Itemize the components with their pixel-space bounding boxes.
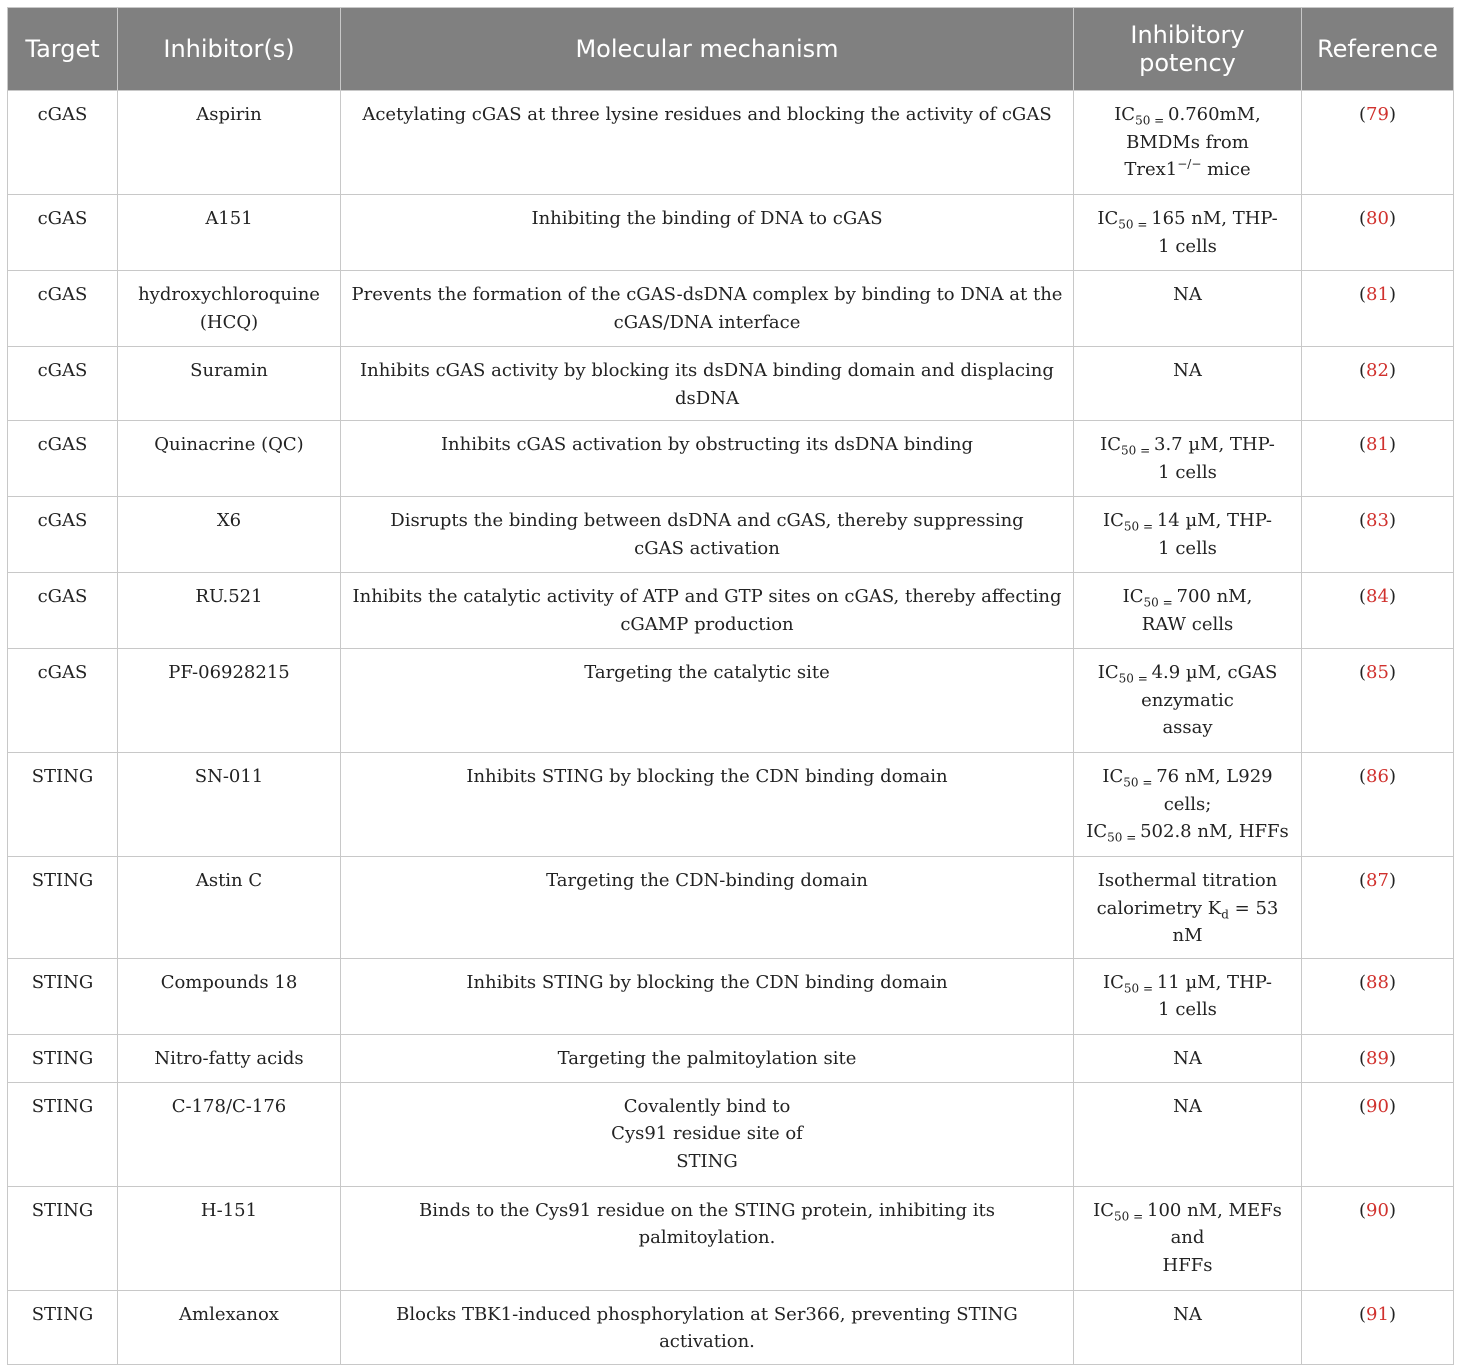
reference-link[interactable]: 81: [1366, 284, 1389, 305]
potency-text: NA: [1173, 1047, 1202, 1069]
cell-target: STING: [8, 1034, 118, 1082]
mechanism-line: STING: [676, 1150, 738, 1172]
cell-reference: [1302, 1186, 1454, 1290]
potency-text: NA: [1173, 1303, 1202, 1325]
reference-link[interactable]: 86: [1366, 766, 1389, 787]
cell-inhibitor: [118, 753, 341, 857]
potency-line: [1086, 583, 1289, 611]
potency-line: [1086, 895, 1289, 950]
cell-reference: [1302, 649, 1454, 753]
potency-text: 50 =: [1123, 519, 1157, 534]
ref-paren: (: [1359, 971, 1367, 993]
potency-text: 50 =: [1135, 113, 1169, 128]
cell-reference: [1302, 1082, 1454, 1186]
potency-text: NA: [1173, 360, 1202, 381]
potency-text: IC: [1093, 1199, 1115, 1221]
cell-reference: [1302, 421, 1454, 497]
cell-potency: [1074, 857, 1302, 959]
inhibitor-line: C-178/C-176: [171, 1095, 287, 1117]
ref-paren: (: [1359, 766, 1367, 787]
inhibitor-line: Amlexanox: [179, 1303, 279, 1325]
potency-line: [1086, 791, 1289, 819]
cell-inhibitor: [118, 573, 341, 649]
cell-mechanism: [341, 649, 1074, 753]
inhibitor-line: A151: [205, 208, 253, 229]
inhibitor-line: Quinacrine (QC): [154, 434, 304, 455]
header-row: [8, 8, 1454, 91]
potency-line: [1086, 818, 1289, 846]
cell-inhibitor: [118, 347, 341, 421]
potency-text: NA: [1173, 1095, 1202, 1117]
mechanism-line: Binds to the Cys91 residue on the STING protein, inhibiting its palmitoylation.: [419, 1199, 995, 1248]
inhibitor-line: hydroxychloroquine: [138, 284, 320, 305]
ref-paren: (: [1359, 434, 1367, 455]
header-reference: Reference: [1302, 8, 1454, 91]
inhibitor-line: RU.521: [195, 586, 263, 607]
cell-target: STING: [8, 1082, 118, 1186]
mechanism-line: Targeting the palmitoylation site: [557, 1047, 857, 1069]
inhibitor-line: PF-06928215: [168, 662, 290, 683]
cell-potency: [1074, 347, 1302, 421]
cell-target: STING: [8, 1290, 118, 1364]
potency-text: 502.8 nM, HFFs: [1140, 821, 1289, 842]
inhibitor-line: (HCQ): [199, 311, 259, 333]
potency-text: enzymatic: [1141, 689, 1234, 711]
potency-text: −/−: [1177, 157, 1202, 171]
cell-inhibitor: [118, 1082, 341, 1186]
cell-inhibitor: [118, 497, 341, 573]
cell-target: cGAS: [8, 271, 118, 347]
potency-text: NA: [1173, 284, 1202, 305]
potency-line: [1086, 1301, 1289, 1329]
potency-text: 1 cells: [1158, 537, 1217, 559]
cell-reference: [1302, 497, 1454, 573]
cell-target: cGAS: [8, 421, 118, 497]
potency-text: 50 =: [1107, 830, 1141, 845]
cell-mechanism: [341, 1034, 1074, 1082]
ref-paren: (: [1359, 1199, 1367, 1221]
potency-text: 50 =: [1118, 671, 1152, 686]
cell-mechanism: [341, 958, 1074, 1034]
table-row: [8, 497, 1454, 573]
ref-paren: ): [1388, 284, 1396, 305]
mechanism-line: Inhibits STING by blocking the CDN binding domain: [466, 766, 948, 787]
cell-mechanism: [341, 91, 1074, 195]
table-row: [8, 573, 1454, 649]
ref-paren: ): [1388, 1303, 1396, 1325]
header-inhibitors: Inhibitor(s): [118, 8, 341, 91]
ref-paren: ): [1388, 971, 1396, 993]
cell-inhibitor: [118, 421, 341, 497]
cell-target: cGAS: [8, 195, 118, 271]
cell-reference: [1302, 753, 1454, 857]
cell-reference: [1302, 195, 1454, 271]
cell-inhibitor: [118, 857, 341, 959]
potency-line: [1086, 431, 1289, 459]
cell-potency: [1074, 1290, 1302, 1364]
cell-reference: [1302, 91, 1454, 195]
cell-reference: [1302, 1290, 1454, 1364]
potency-line: [1086, 659, 1289, 687]
ref-paren: ): [1388, 1199, 1396, 1221]
cell-mechanism: [341, 857, 1074, 959]
mechanism-line: Covalently bind to: [623, 1095, 791, 1117]
potency-line: [1086, 535, 1289, 563]
ref-paren: (: [1359, 104, 1367, 125]
ref-paren: ): [1388, 208, 1396, 229]
mechanism-line: Inhibits cGAS activity by blocking its dsDNA binding domain and displacing dsDNA: [360, 360, 1054, 409]
potency-line: [1086, 1252, 1289, 1280]
table-row: [8, 649, 1454, 753]
mechanism-line: Prevents the formation of the cGAS-dsDNA complex by binding to DNA at the: [351, 284, 1063, 305]
potency-line: [1086, 714, 1289, 742]
table-row: [8, 347, 1454, 421]
potency-text: 50 =: [1123, 981, 1157, 996]
inhibitor-line: Compounds 18: [160, 971, 298, 993]
cell-mechanism: [341, 1186, 1074, 1290]
cell-reference: [1302, 958, 1454, 1034]
reference-link[interactable]: 91: [1366, 1303, 1389, 1325]
table-row: [8, 857, 1454, 959]
ref-paren: (: [1359, 1047, 1367, 1069]
mechanism-line: Disrupts the binding between dsDNA and cGAS, thereby suppressing: [390, 510, 1024, 531]
inhibitor-line: Nitro-fatty acids: [154, 1047, 304, 1069]
reference-link[interactable]: 84: [1366, 586, 1389, 607]
cell-inhibitor: [118, 1290, 341, 1364]
cell-target: cGAS: [8, 649, 118, 753]
cell-reference: [1302, 573, 1454, 649]
potency-text: IC: [1100, 434, 1122, 455]
cell-mechanism: [341, 271, 1074, 347]
cell-reference: [1302, 271, 1454, 347]
inhibitor-line: Suramin: [190, 360, 268, 381]
potency-text: mice: [1201, 159, 1251, 180]
header-potency-line: Inhibitory: [1130, 21, 1245, 49]
cell-inhibitor: [118, 271, 341, 347]
table-body: [8, 91, 1454, 1365]
potency-text: 1 cells: [1158, 461, 1217, 483]
cell-inhibitor: [118, 1186, 341, 1290]
cell-reference: [1302, 857, 1454, 959]
ref-paren: ): [1388, 870, 1396, 891]
potency-line: [1086, 507, 1289, 535]
inhibitor-line: SN-011: [194, 766, 264, 787]
potency-line: [1086, 1093, 1289, 1121]
potency-text: cells;: [1163, 793, 1212, 815]
potency-text: IC: [1097, 662, 1119, 683]
potency-line: [1086, 357, 1289, 385]
cell-target: STING: [8, 857, 118, 959]
cell-mechanism: [341, 753, 1074, 857]
potency-text: 1 cells: [1158, 235, 1217, 257]
table-row: [8, 958, 1454, 1034]
header-target: Target: [8, 8, 118, 91]
potency-text: calorimetry K: [1096, 897, 1222, 919]
mechanism-line: Inhibits cGAS activation by obstructing its dsDNA binding: [440, 434, 974, 455]
mechanism-line: Acetylating cGAS at three lysine residues and blocking the activity of cGAS: [362, 104, 1052, 125]
reference-link[interactable]: 80: [1366, 208, 1389, 229]
cell-inhibitor: [118, 649, 341, 753]
cell-reference: [1302, 347, 1454, 421]
cell-mechanism: [341, 421, 1074, 497]
potency-text: 3.7 µM, THP-: [1154, 434, 1275, 455]
cell-mechanism: [341, 1290, 1074, 1364]
potency-text: 100 nM, MEFs: [1147, 1199, 1282, 1221]
ref-paren: ): [1388, 360, 1396, 381]
reference-link[interactable]: 85: [1366, 662, 1389, 683]
potency-text: assay: [1162, 717, 1213, 738]
potency-line: [1086, 1045, 1289, 1073]
mechanism-line: cGAS/DNA interface: [613, 311, 801, 333]
cell-potency: [1074, 753, 1302, 857]
cell-target: STING: [8, 958, 118, 1034]
reference-link[interactable]: 81: [1366, 434, 1389, 455]
cell-potency: [1074, 271, 1302, 347]
inhibitor-table: [7, 7, 1454, 1365]
mechanism-line: cGAS activation: [634, 537, 780, 559]
potency-line: [1086, 459, 1289, 487]
potency-text: IC: [1114, 104, 1136, 125]
potency-text: 165 nM, THP-: [1151, 208, 1278, 229]
reference-link[interactable]: 88: [1366, 971, 1389, 993]
ref-paren: (: [1359, 662, 1367, 683]
potency-text: IC: [1097, 208, 1119, 229]
potency-text: Isothermal titration: [1097, 870, 1278, 891]
potency-line: [1086, 101, 1289, 129]
potency-text: RAW cells: [1141, 613, 1234, 635]
potency-text: 1 cells: [1158, 999, 1217, 1020]
inhibitor-line: X6: [216, 510, 242, 531]
cell-potency: [1074, 649, 1302, 753]
ref-paren: ): [1388, 510, 1396, 531]
header-potency-line: potency: [1139, 49, 1236, 77]
table-row: [8, 1186, 1454, 1290]
potency-line: [1086, 611, 1289, 639]
mechanism-line: Targeting the catalytic site: [584, 662, 830, 683]
ref-paren: (: [1359, 1095, 1367, 1117]
potency-text: IC: [1103, 510, 1124, 531]
potency-text: 50 =: [1121, 443, 1154, 458]
inhibitor-line: H-151: [200, 1199, 258, 1221]
cell-inhibitor: [118, 195, 341, 271]
cell-target: cGAS: [8, 347, 118, 421]
cell-mechanism: [341, 347, 1074, 421]
table-row: [8, 1082, 1454, 1186]
potency-line: [1086, 969, 1289, 997]
ref-paren: ): [1388, 586, 1396, 607]
cell-mechanism: [341, 573, 1074, 649]
cell-potency: [1074, 1186, 1302, 1290]
potency-line: [1086, 763, 1289, 791]
reference-link[interactable]: 82: [1366, 360, 1389, 381]
potency-line: [1086, 129, 1289, 157]
mechanism-line: Inhibits STING by blocking the CDN binding domain: [466, 971, 948, 993]
potency-text: IC: [1103, 971, 1124, 993]
cell-potency: [1074, 958, 1302, 1034]
cell-inhibitor: [118, 958, 341, 1034]
ref-paren: (: [1359, 586, 1367, 607]
mechanism-line: Cys91 residue site of: [611, 1123, 803, 1144]
cell-target: cGAS: [8, 573, 118, 649]
cell-potency: [1074, 497, 1302, 573]
potency-line: [1086, 233, 1289, 261]
ref-paren: ): [1388, 1095, 1396, 1117]
potency-text: 11 µM, THP-: [1156, 971, 1272, 993]
header-potency: [1074, 8, 1302, 91]
potency-text: 76 nM, L929: [1156, 766, 1273, 787]
mechanism-line: Inhibits the catalytic activity of ATP and GTP sites on cGAS, thereby affecting: [352, 586, 1062, 607]
cell-target: cGAS: [8, 91, 118, 195]
cell-target: cGAS: [8, 497, 118, 573]
ref-paren: (: [1359, 1303, 1367, 1325]
ref-paren: (: [1359, 360, 1367, 381]
cell-potency: [1074, 421, 1302, 497]
table-row: [8, 195, 1454, 271]
potency-line: [1086, 1224, 1289, 1252]
potency-text: = 53 nM: [1172, 897, 1279, 946]
potency-line: [1086, 996, 1289, 1024]
cell-inhibitor: [118, 1034, 341, 1082]
cell-mechanism: [341, 1082, 1074, 1186]
cell-potency: [1074, 195, 1302, 271]
reference-link[interactable]: 90: [1366, 1095, 1389, 1117]
ref-paren: (: [1359, 208, 1367, 229]
potency-text: 4.9 µM, cGAS: [1151, 662, 1278, 683]
cell-potency: [1074, 1034, 1302, 1082]
cell-mechanism: [341, 497, 1074, 573]
cell-reference: [1302, 1034, 1454, 1082]
potency-text: 50 =: [1118, 217, 1152, 232]
mechanism-line: cGAMP production: [620, 613, 794, 635]
cell-potency: [1074, 91, 1302, 195]
potency-text: 0.760mM,: [1168, 104, 1261, 125]
table-row: [8, 1034, 1454, 1082]
ref-paren: (: [1359, 284, 1367, 305]
potency-line: [1086, 156, 1289, 184]
potency-line: [1086, 281, 1289, 309]
potency-line: [1086, 205, 1289, 233]
potency-text: IC: [1086, 821, 1108, 842]
cell-inhibitor: [118, 91, 341, 195]
potency-text: 50 =: [1114, 1209, 1147, 1224]
ref-paren: ): [1388, 434, 1396, 455]
cell-potency: [1074, 1082, 1302, 1186]
reference-link[interactable]: 79: [1366, 104, 1389, 125]
potency-text: 50 =: [1123, 775, 1157, 790]
ref-paren: ): [1388, 1047, 1396, 1069]
cell-mechanism: [341, 195, 1074, 271]
mechanism-line: Targeting the CDN-binding domain: [546, 870, 868, 891]
ref-paren: (: [1359, 510, 1367, 531]
ref-paren: (: [1359, 870, 1367, 891]
table-row: [8, 1290, 1454, 1364]
mechanism-line: Inhibiting the binding of DNA to cGAS: [531, 208, 883, 229]
potency-text: 700 nM,: [1176, 586, 1253, 607]
cell-target: STING: [8, 753, 118, 857]
potency-line: [1086, 867, 1289, 895]
reference-link[interactable]: 83: [1366, 510, 1389, 531]
table-row: [8, 91, 1454, 195]
potency-text: 50 =: [1143, 595, 1177, 610]
mechanism-line: Blocks TBK1-induced phosphorylation at Ser366, preventing STING activation.: [396, 1303, 1018, 1352]
potency-text: IC: [1102, 766, 1124, 787]
cell-target: STING: [8, 1186, 118, 1290]
potency-text: and: [1170, 1227, 1205, 1248]
table-row: [8, 753, 1454, 857]
potency-text: d: [1221, 907, 1229, 922]
reference-link[interactable]: 90: [1366, 1199, 1389, 1221]
potency-text: 14 µM, THP-: [1156, 510, 1272, 531]
header-mechanism: Molecular mechanism: [341, 8, 1074, 91]
ref-paren: ): [1388, 766, 1396, 787]
reference-link[interactable]: 87: [1366, 870, 1389, 891]
table-row: [8, 421, 1454, 497]
potency-line: [1086, 1197, 1289, 1225]
inhibitor-line: Astin C: [195, 870, 263, 891]
ref-paren: ): [1388, 662, 1396, 683]
potency-text: Trex1: [1124, 159, 1178, 180]
potency-line: [1086, 687, 1289, 715]
reference-link[interactable]: 89: [1366, 1047, 1389, 1069]
table-row: [8, 271, 1454, 347]
inhibitor-line: Aspirin: [196, 104, 262, 125]
cell-potency: [1074, 573, 1302, 649]
potency-text: BMDMs from: [1126, 131, 1249, 153]
ref-paren: ): [1388, 104, 1396, 125]
potency-text: HFFs: [1162, 1254, 1213, 1276]
potency-text: IC: [1122, 586, 1144, 607]
